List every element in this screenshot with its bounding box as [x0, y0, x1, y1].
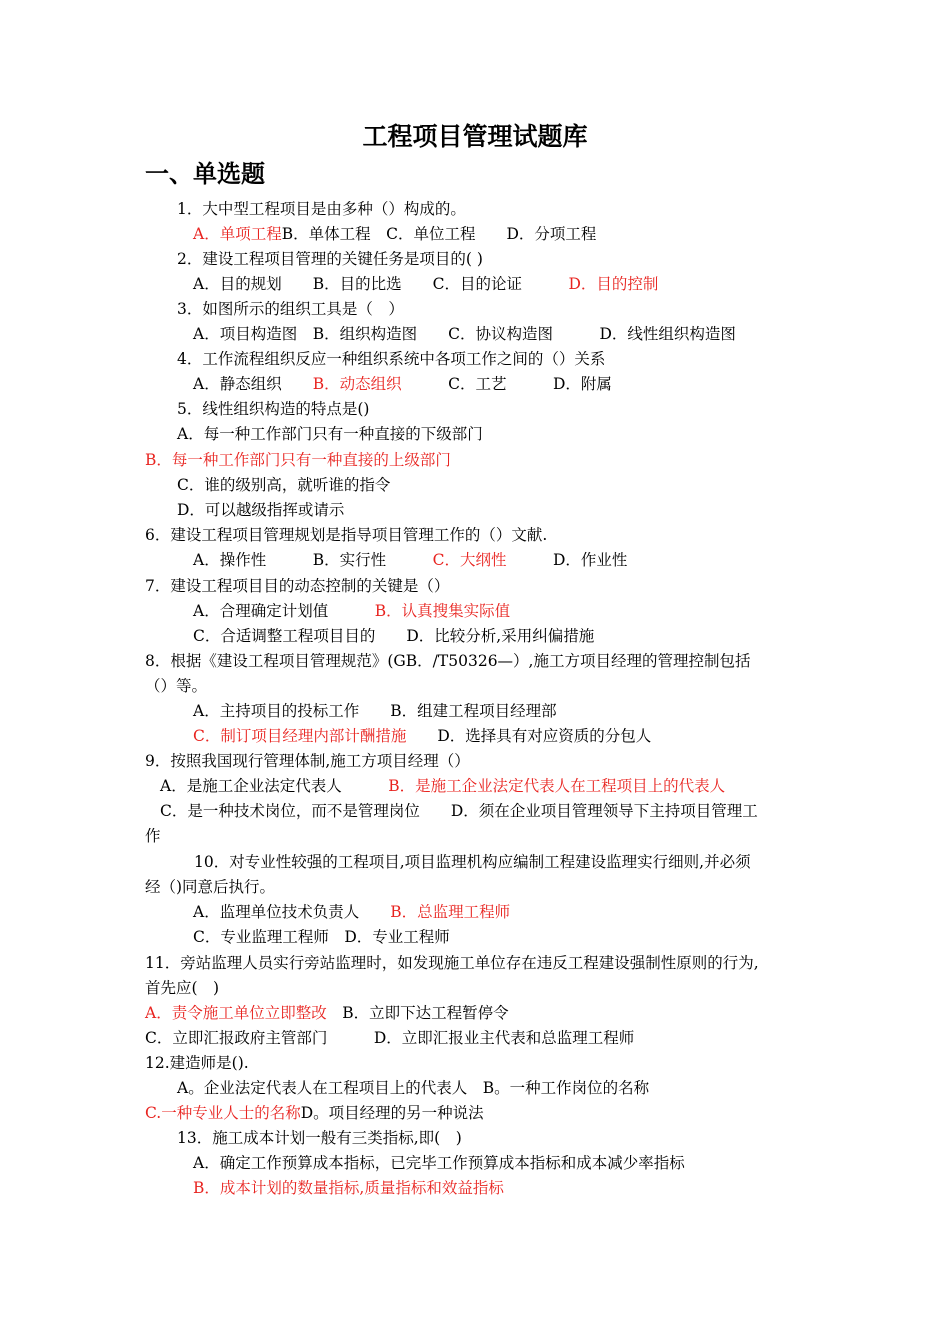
question-line: [177, 423, 483, 445]
answer-text: D．目的控制: [568, 275, 659, 293]
answer-text: B．每一种工作部门只有一种直接的上级部门: [145, 451, 451, 469]
question-line: [145, 524, 547, 546]
question-line: [145, 1002, 509, 1024]
question-text: B．立即下达工程暂停令: [326, 1004, 509, 1022]
question-text: C．合适调整工程项目目的 D．比较分析,采用纠偏措施: [193, 627, 595, 645]
question-text: 首先应( ): [145, 979, 220, 997]
question-text: 5．线性组织构造的特点是(): [177, 400, 370, 418]
question-line: [193, 700, 557, 722]
question-line: [145, 1027, 634, 1049]
answer-text: B．总监理工程师: [390, 903, 511, 921]
question-line: [145, 876, 275, 898]
question-line: [177, 499, 344, 521]
question-text: D．作业性: [506, 551, 628, 569]
question-text: D．可以越级指挥或请示: [177, 501, 345, 519]
question-text: A．是施工企业法定代表人: [160, 777, 389, 795]
question-text: 6．建设工程项目管理规划是指导项目管理工作的（）文献.: [145, 526, 548, 544]
question-line: [193, 373, 612, 395]
question-text: 9．按照我国现行管理体制,施工方项目经理（）: [145, 752, 470, 770]
question-line: [193, 600, 510, 622]
question-text: A．监理单位技术负责人: [193, 903, 391, 921]
question-text: A．合理确定计划值: [193, 602, 375, 620]
question-text: C．工艺 D．附属: [401, 375, 612, 393]
section-heading: 一、单选题: [145, 159, 265, 188]
question-text: A．项目构造图 B．组织构造图 C．协议构造图 D．线性组织构造图: [193, 325, 736, 343]
question-line: [193, 549, 627, 571]
question-text: C．立即汇报政府主管部门 D．立即汇报业主代表和总监理工程师: [145, 1029, 635, 1047]
question-line: [177, 348, 605, 370]
question-line: [145, 1052, 249, 1074]
question-line: [193, 725, 651, 747]
question-text: 作: [145, 827, 161, 845]
question-text: D．选择具有对应资质的分包人: [406, 727, 652, 745]
question-text: C．是一种技术岗位，而不是管理岗位 D．须在企业项目管理领导下主持项目管理工: [160, 802, 758, 820]
question-text: D。项目经理的另一种说法: [300, 1104, 484, 1122]
question-line: [145, 575, 449, 597]
question-line: [193, 1152, 685, 1174]
question-text: A．每一种工作部门只有一种直接的下级部门: [177, 425, 483, 443]
question-text: A．操作性 B．实行性: [193, 551, 433, 569]
question-line: [177, 1127, 462, 1149]
question-text: C．谁的级别高，就听谁的指令: [177, 476, 391, 494]
question-text: B．单体工程 C．单位工程 D．分项工程: [281, 225, 597, 243]
question-line: [177, 1077, 649, 1099]
document-title: 工程项目管理试题库: [362, 122, 588, 151]
question-line: [145, 650, 750, 672]
question-text: A．目的规划 B．目的比选 C．目的论证: [193, 275, 569, 293]
question-text: 2．建设工程项目管理的关键任务是项目的( ): [177, 250, 483, 268]
question-text: 8．根据《建设工程项目管理规范》(GB．/T50326—）,施工方项目经理的管理控制包括: [145, 652, 751, 670]
question-text: A．主持项目的投标工作 B．组建工程项目经理部: [193, 702, 557, 720]
question-text: 1．大中型工程项目是由多种（）构成的。: [177, 200, 466, 218]
question-text: 经（)同意后执行。: [145, 878, 276, 896]
question-line: [193, 901, 510, 923]
answer-text: A．责令施工单位立即整改: [145, 1004, 327, 1022]
question-line: [145, 825, 161, 847]
question-line: [160, 775, 725, 797]
question-line: [145, 977, 219, 999]
question-line: [193, 223, 596, 245]
question-text: 3．如图所示的组织工具是（ ）: [177, 300, 404, 318]
question-text: 11．旁站监理人员实行旁站监理时，如发现施工单位存在违反工程建设强制性原则的行为,: [145, 954, 759, 972]
question-line: [177, 248, 483, 270]
question-line: [145, 750, 470, 772]
question-line: [193, 273, 658, 295]
question-line: [193, 625, 594, 647]
answer-text: B．动态组织: [312, 375, 402, 393]
answer-text: C.一种专业人士的名称: [145, 1104, 301, 1122]
question-line: [193, 926, 450, 948]
question-line: [145, 449, 451, 471]
question-text: 10．对专业性较强的工程项目,项目监理机构应编制工程建设监理实行细则,并必须: [194, 853, 751, 871]
question-line: [160, 800, 758, 822]
question-line: [193, 323, 736, 345]
question-text: 13．施工成本计划一般有三类指标,即( ): [177, 1129, 462, 1147]
question-line: [145, 675, 207, 697]
question-line: [177, 298, 404, 320]
question-line: [145, 952, 759, 974]
question-line: [177, 474, 390, 496]
question-line: [177, 398, 369, 420]
question-text: A．静态组织: [193, 375, 313, 393]
question-text: A．确定工作预算成本指标，已完毕工作预算成本指标和成本减少率指标: [193, 1154, 685, 1172]
question-line: [177, 198, 466, 220]
answer-text: C．制订项目经理内部计酬措施: [193, 727, 407, 745]
answer-text: C．大纲性: [432, 551, 507, 569]
question-text: （）等。: [145, 677, 208, 695]
question-text: 4．工作流程组织反应一种组织系统中各项工作之间的（）关系: [177, 350, 606, 368]
answer-text: A．单项工程: [193, 225, 282, 243]
question-text: 7．建设工程项目目的动态控制的关键是（）: [145, 577, 450, 595]
question-line: [145, 1102, 484, 1124]
answer-text: B．认真搜集实际值: [374, 602, 511, 620]
question-line: [193, 1177, 504, 1199]
question-text: A。企业法定代表人在工程项目上的代表人 B。一种工作岗位的名称: [177, 1079, 650, 1097]
answer-text: B．是施工企业法定代表人在工程项目上的代表人: [388, 777, 726, 795]
question-text: C．专业监理工程师 D．专业工程师: [193, 928, 450, 946]
question-text: 12.建造师是().: [145, 1054, 249, 1072]
question-line: [194, 851, 751, 873]
answer-text: B．成本计划的数量指标,质量指标和效益指标: [193, 1179, 504, 1197]
